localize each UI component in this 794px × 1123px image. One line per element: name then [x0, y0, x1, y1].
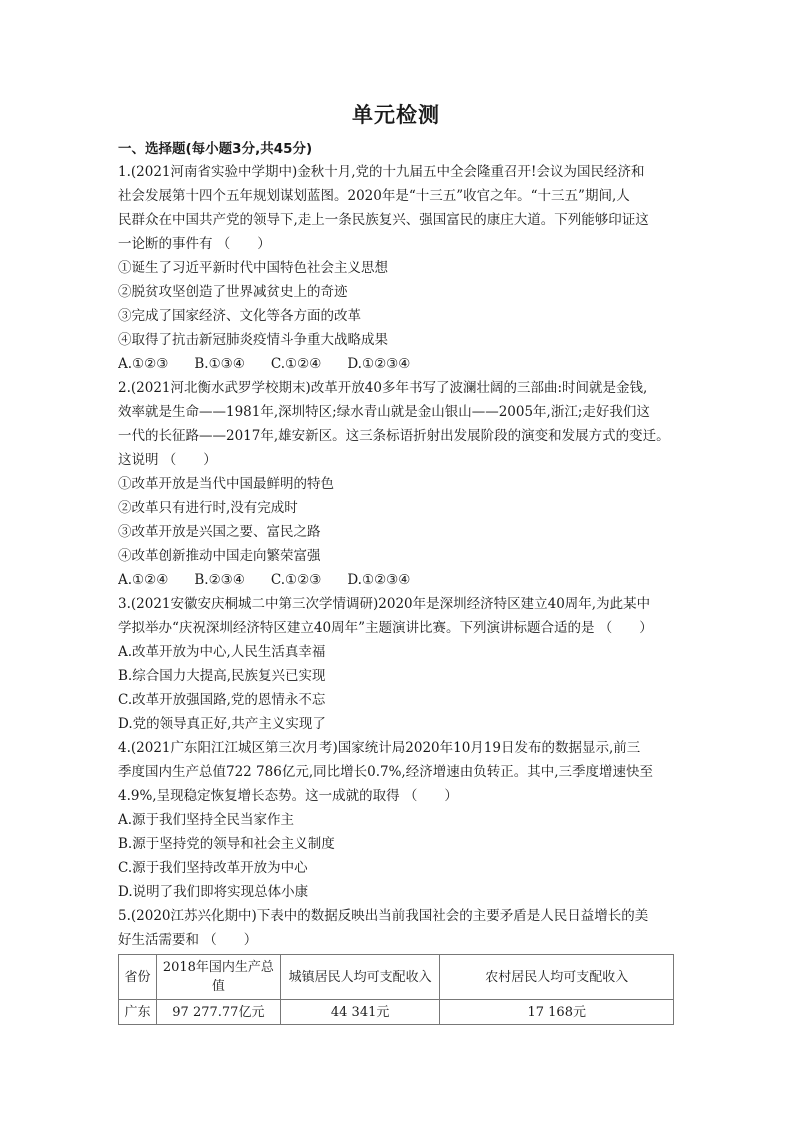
option-c: C.①②④	[270, 356, 322, 372]
option-d: D.说明了我们即将实现总体小康	[118, 884, 309, 900]
option-d: D.①②③④	[347, 356, 411, 372]
table-header-cell: 2018年国内生产总值	[156, 955, 280, 1000]
statement-item: ③完成了国家经济、文化等各方面的改革	[118, 308, 361, 324]
table-row	[119, 1000, 674, 1025]
option-a: A.①②③	[118, 356, 169, 372]
page-title: 单元检测	[352, 102, 440, 127]
option-a: A.改革开放为中心,人民生活真幸福	[118, 644, 326, 660]
option-b: B.综合国力大提高,民族复兴已实现	[118, 668, 326, 684]
table-header-cell: 省份	[119, 955, 157, 1000]
statement-item: ④改革创新推动中国走向繁荣富强	[118, 548, 321, 564]
table-cell: 97 277.77亿元	[156, 1000, 280, 1025]
option-c: C.源于我们坚持改革开放为中心	[118, 860, 308, 876]
table-header-cell: 城镇居民人均可支配收入	[280, 955, 440, 1000]
question-text-line: 这说明 （ ）	[118, 452, 217, 468]
question-text-line: 社会发展第十四个五年规划谋划蓝图。2020年是“十三五”收官之年。“十三五”期间,人	[118, 188, 630, 204]
question-text-line: 一论断的事件有 （ ）	[118, 236, 271, 252]
answer-options	[118, 568, 674, 592]
option-d: D.①②③④	[347, 572, 411, 588]
statement-item: ④取得了抗击新冠肺炎疫情斗争重大战略成果	[118, 332, 388, 348]
answer-options	[118, 352, 674, 376]
question-text-line: 学拟举办“庆祝深圳经济特区建立40周年”主题演讲比赛。下列演讲标题合适的是 （ ）	[118, 620, 653, 636]
statement-item: ①诞生了习近平新时代中国特色社会主义思想	[118, 260, 388, 276]
section-heading: 一、选择题(每小题3分,共45分)	[118, 141, 313, 157]
question-text-line: 季度国内生产总值722 786亿元,同比增长0.7%,经济增速由负转正。其中,三季度增速快至	[118, 764, 653, 780]
question-2	[118, 376, 674, 592]
option-b: B.②③④	[194, 572, 245, 588]
table-header-row	[119, 955, 674, 1000]
statement-item: ①改革开放是当代中国最鲜明的特色	[118, 476, 334, 492]
statement-item: ②改革只有进行时,没有完成时	[118, 500, 298, 516]
table-cell: 44 341元	[280, 1000, 440, 1025]
option-a: A.源于我们坚持全民当家作主	[118, 812, 295, 828]
question-1	[118, 160, 674, 376]
option-d: D.党的领导真正好,共产主义实现了	[118, 716, 326, 732]
option-c: C.改革开放强国路,党的恩情永不忘	[118, 692, 326, 708]
option-b: B.源于坚持党的领导和社会主义制度	[118, 836, 335, 852]
question-5	[118, 904, 674, 952]
option-c: C.①②③	[270, 572, 322, 588]
statement-item: ③改革开放是兴国之要、富民之路	[118, 524, 321, 540]
question-text-line: 好生活需要和 （ ）	[118, 932, 258, 948]
question-3	[118, 592, 674, 736]
question-text-line: 效率就是生命——1981年,深圳特区;绿水青山就是金山银山——2005年,浙江;走好我们这	[118, 404, 650, 420]
question-text-line: 1.(2021河南省实验中学期中)金秋十月,党的十九届五中全会隆重召开!会议为国民经济和	[118, 164, 645, 180]
table-cell: 广东	[119, 1000, 157, 1025]
question-text-line: 4.(2021广东阳江江城区第三次月考)国家统计局2020年10月19日发布的数据显示,前三	[118, 740, 641, 756]
question-text-line: 2.(2021河北衡水武罗学校期末)改革开放40多年书写了波澜壮阔的三部曲:时间就是金钱,	[118, 380, 648, 396]
question-text-line: 一代的长征路——2017年,雄安新区。这三条标语折射出发展阶段的演变和发展方式的变迁。	[118, 428, 670, 444]
question-4	[118, 736, 674, 904]
data-table	[118, 954, 674, 1025]
exam-page	[118, 100, 674, 1025]
question-text-line: 民群众在中国共产党的领导下,走上一条民族复兴、强国富民的康庄大道。下列能够印证这	[118, 212, 649, 228]
table-cell: 17 168元	[440, 1000, 674, 1025]
question-text-line: 5.(2020江苏兴化期中)下表中的数据反映出当前我国社会的主要矛盾是人民日益增长的美	[118, 908, 649, 924]
statement-item: ②脱贫攻坚创造了世界减贫史上的奇迹	[118, 284, 348, 300]
option-b: B.①③④	[194, 356, 245, 372]
question-text-line: 4.9%,呈现稳定恢复增长态势。这一成就的取得 （ ）	[118, 788, 458, 804]
question-text-line: 3.(2021安徽安庆桐城二中第三次学情调研)2020年是深圳经济特区建立40周年,为此某中	[118, 596, 651, 612]
table-header-cell: 农村居民人均可支配收入	[440, 955, 674, 1000]
option-a: A.①②④	[118, 572, 169, 588]
